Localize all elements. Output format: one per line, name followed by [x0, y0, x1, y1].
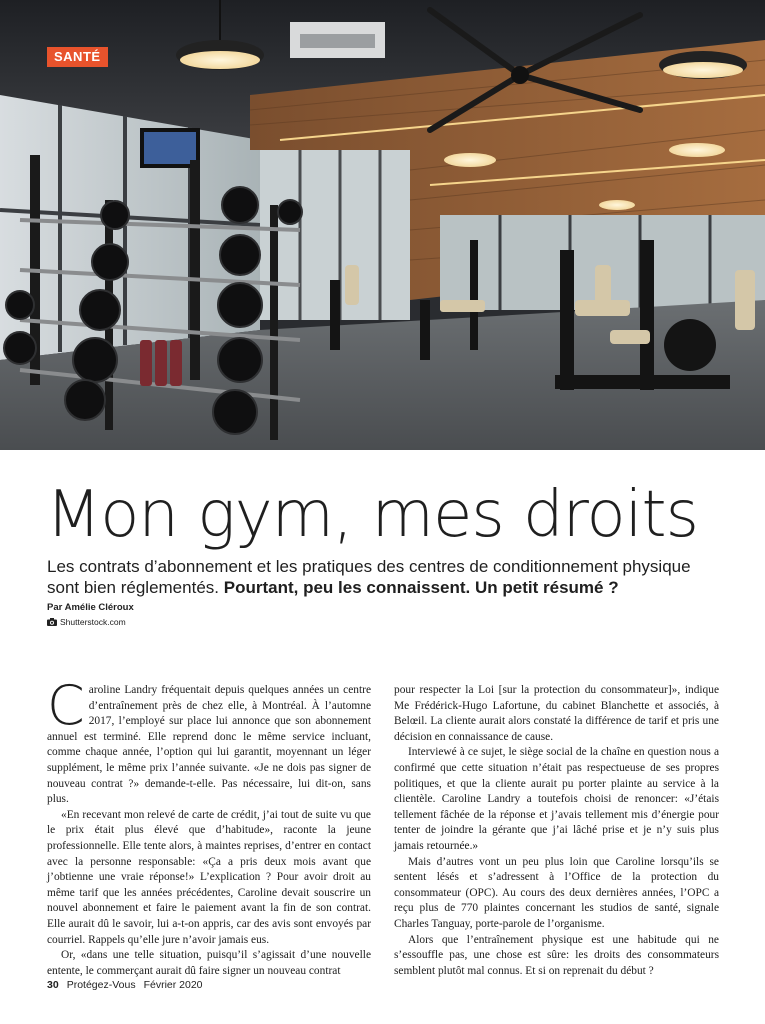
paragraph: pour respecter la Loi [sur la protection du consommateur]», indique Me Frédérick-Hugo Lafortune, du cabinet Blanchette et associés, à Belœil. La cliente aurait alors constaté la différence de tarif et pris une décision en connaissance de cause. [394, 684, 719, 743]
deck-regular: Les contrats d’abonnement et les pratiques des centres de conditionnement physique sont bien réglementés. [47, 557, 691, 597]
paragraph: Mais d’autres vont un peu plus loin que Caroline lorsqu’ils se sentent lésés et s’adressent à l’Office de la protection du consommateur (OPC). Au cours des deux dernières années, l’OPC a reçu plus de 770 plaintes concernant les studios de santé, signale Charles Tanguay, porte-parole de l’organisme. [394, 855, 719, 930]
section-tag: SANTÉ [47, 47, 108, 67]
paragraph [47, 674, 371, 808]
byline: Par Amélie Cléroux [47, 602, 134, 613]
paragraph: Alors que l’entraînement physique est une habitude qui ne s’essouffle pas, une chose est sûre: les droits des consommateurs semblent plutôt mal connus. Et si on reprenait du début ? [394, 933, 719, 977]
deck-bold: Pourtant, peu les connaissent. Un petit résumé ? [223, 578, 619, 597]
photo-credit [47, 617, 126, 627]
article-deck [47, 556, 727, 598]
camera-icon [47, 618, 57, 626]
paragraph: Or, «dans une telle situation, puisqu’il s’agissait d’une nouvelle entente, le commerçant aurait dû faire signer un nouveau contrat [47, 949, 371, 977]
paragraph: «En recevant mon relevé de carte de crédit, j’ai tout de suite vu que le prix était plus élevé que d’habitude», raconte la jeune professionnelle. Elle tente alors, à maintes reprises, d’entrer en contact avec la personne responsable: «Ça a pris deux mois avant que j’obtienne une vraie réponse!» L’explication ? Pour avoir droit au même tarif que les années précédentes, Caroline devait souscrire un nouvel abonnement et faire le paiement avant la fin de son contrat. Elle aurait dû le savoir, lui a-t-on appris, car des avis sont envoyés par courriel. Rappels qu’elle jure n’avoir jamais eus. [47, 808, 371, 946]
article-column-left [47, 674, 371, 979]
paragraph-text: aroline Landry fréquentait depuis quelques années un centre d’entraînement près de chez elle, à Montréal. À l’automne 2017, l’employé sur place lui annonce que son abonnement annuel est terminé. Elle reprend donc le même service incluant, comme chaque année, l’option qui lui garantit, moyennant un léger supplément, le même prix l’année suivante. «Je ne dois pas signer de nouveau contrat ?» demande-t-elle. Pas nécessaire, lui dit-on, sans plus. [47, 684, 371, 806]
issue-date: Février 2020 [143, 979, 203, 991]
article-column-right [394, 683, 719, 979]
drop-cap: C [47, 674, 85, 737]
photo-credit-text: Shutterstock.com [60, 617, 126, 627]
page-footer [47, 979, 203, 991]
gym-illustration [0, 0, 765, 450]
page-title: Mon gym, mes droits [46, 478, 698, 552]
page-number: 30 [47, 979, 59, 991]
hero-photo [0, 0, 765, 450]
paragraph: Interviewé à ce sujet, le siège social de la chaîne en question nous a confirmé que cette situation n’était pas respectueuse de ses propres politiques, et que la cliente aurait pu porter plainte au service à la clientèle. Caroline Landry a toutefois choisi de renoncer: «J’étais tellement fâchée de la réponse et j’avais tellement mis d’énergie pour tenter de joindre la gérante que j’ai lâché prise et je n’y suis plus jamais retournée.» [394, 746, 719, 852]
magazine-name: Protégez-Vous [66, 979, 136, 991]
